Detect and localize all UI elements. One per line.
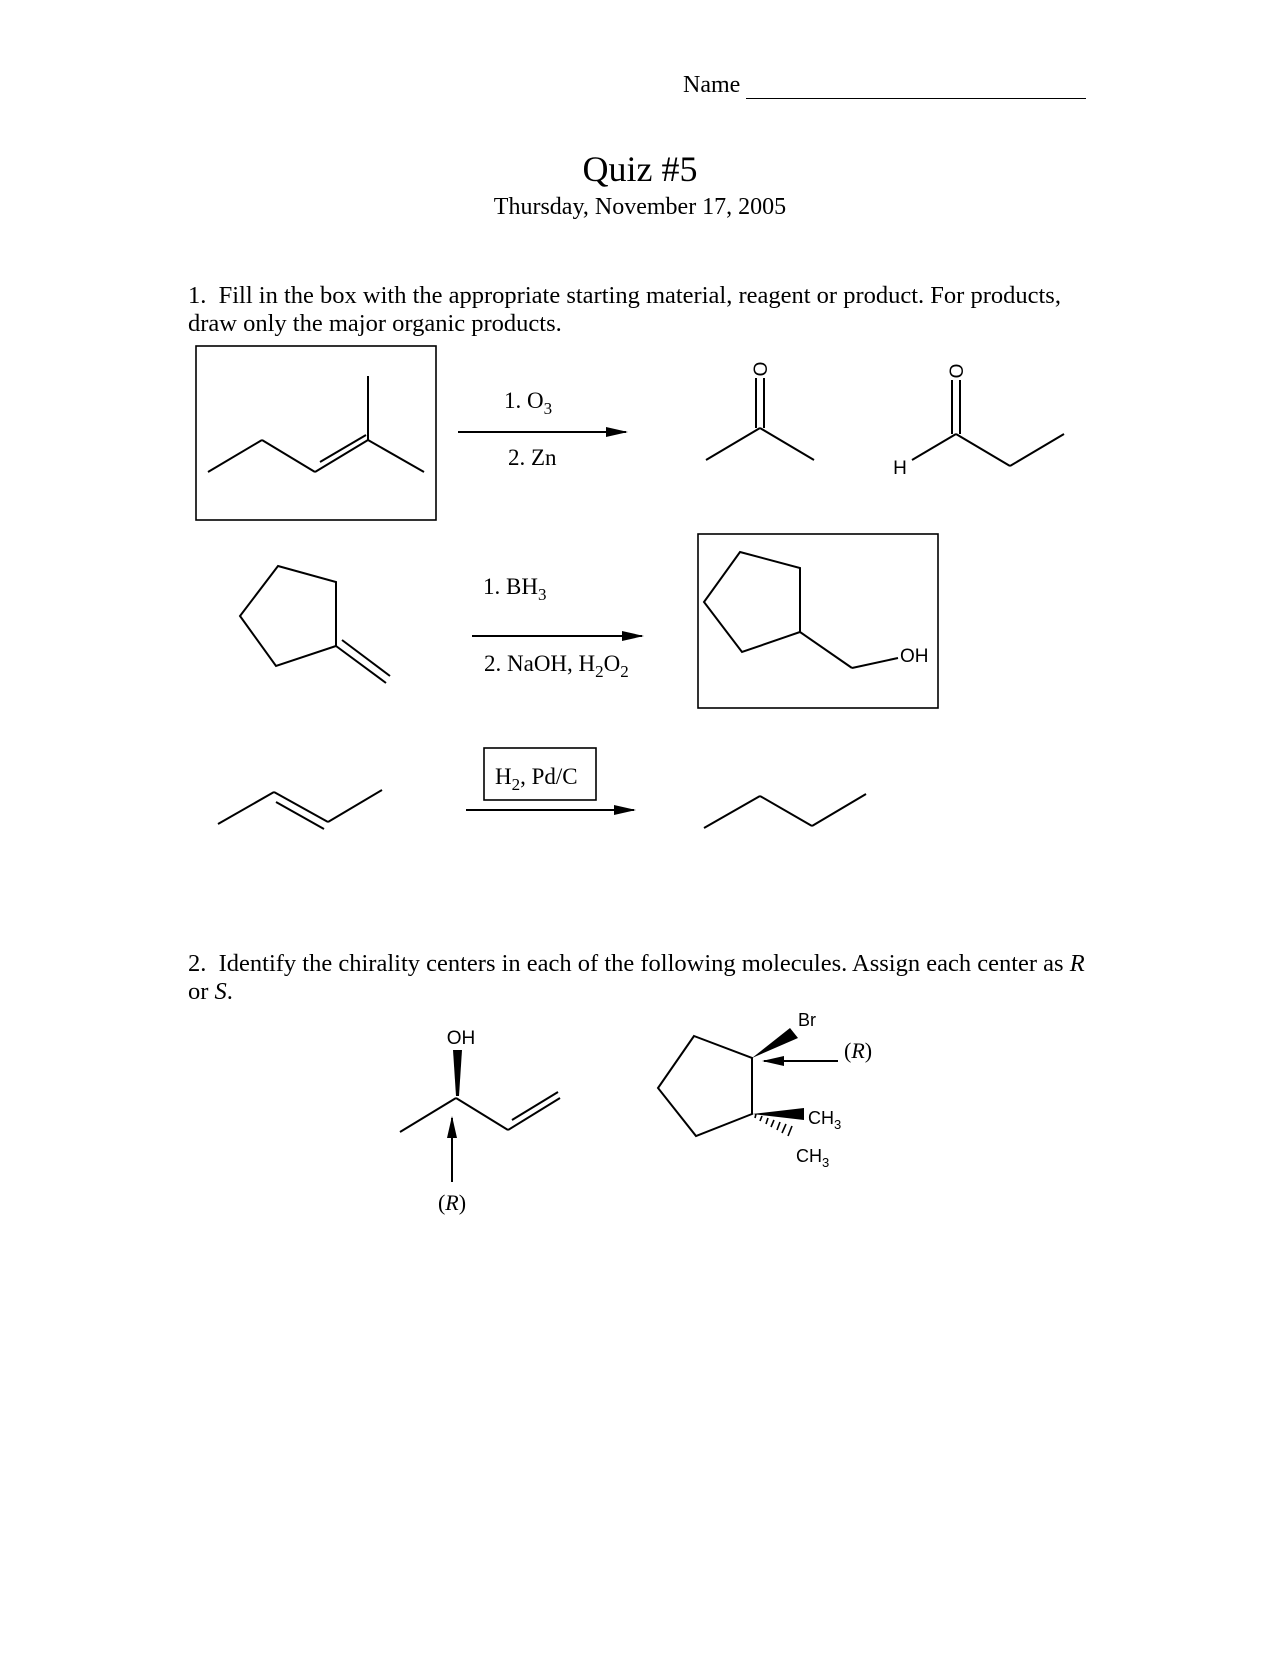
reaction-1-hydrogen: H: [893, 458, 907, 479]
molecule-2-ring: [658, 1036, 752, 1136]
reaction-1-product-propanal: [912, 380, 1064, 466]
reaction-1-step-2: 2. Zn: [508, 445, 557, 470]
question-2-number: 2.: [188, 950, 207, 977]
reaction-1-product-acetone: [706, 378, 814, 460]
reaction-2-starting-material: [240, 566, 390, 683]
reaction-1-answer-box: [196, 346, 436, 520]
reaction-2-step-2: 2. NaOH, $H_2O_2$: [484, 651, 629, 681]
molecule-1-wedge-bond: [453, 1050, 462, 1096]
question-2-prompt: Identify the chirality centers in each of the following molecules. Assign each center as: [218, 950, 1070, 977]
reaction-1-starting-material: [208, 376, 424, 472]
reaction-3: [218, 748, 866, 829]
quiz-title: Quiz #5: [582, 149, 698, 189]
question-2-s: S: [214, 978, 227, 1005]
reaction-2-hydroxyl: OH: [900, 646, 929, 667]
q2-molecule-1: [400, 1028, 560, 1215]
molecule-1-skeleton: [400, 1092, 560, 1132]
molecule-2-assignment: (R): [844, 1038, 873, 1063]
reaction-3-product: [704, 794, 866, 828]
quiz-date: Thursday, November 17, 2005: [493, 194, 787, 220]
q2-molecule-2: [658, 1010, 872, 1170]
reaction-2: [240, 534, 938, 708]
molecule-2-wedge-ch3: [752, 1108, 804, 1120]
reaction-1-oxygen-2: O: [947, 363, 968, 379]
molecule-1-assignment: (R): [437, 1190, 467, 1215]
question-2-period: .: [226, 978, 233, 1005]
reaction-2-product: [704, 552, 898, 668]
molecule-2-methyl-b: $CH_3$: [796, 1146, 830, 1170]
molecule-2-methyl-a: $CH_3$: [808, 1108, 842, 1132]
reaction-2-step-1: 1. $BH_3$: [483, 574, 547, 604]
reaction-1: [196, 346, 1064, 520]
molecule-2-wedge-br: [752, 1028, 798, 1058]
reaction-3-reagent: $H_2$, Pd/C: [495, 764, 578, 794]
reaction-3-starting-material: [218, 790, 382, 829]
molecule-2-bromine: Br: [798, 1010, 816, 1030]
reaction-1-oxygen-1: O: [751, 361, 772, 377]
name-label: Name: [683, 72, 741, 98]
molecule-1-hydroxyl: OH: [446, 1028, 476, 1049]
question-2-or: or: [188, 978, 215, 1005]
reaction-1-step-1: 1. $O_3$: [504, 388, 553, 418]
question-1-number: 1.: [188, 282, 207, 309]
question-2-r: R: [1069, 950, 1085, 977]
question-1-prompt: Fill in the box with the appropriate starting material, reagent or product. For products, draw only the major organic products.: [188, 282, 1061, 337]
